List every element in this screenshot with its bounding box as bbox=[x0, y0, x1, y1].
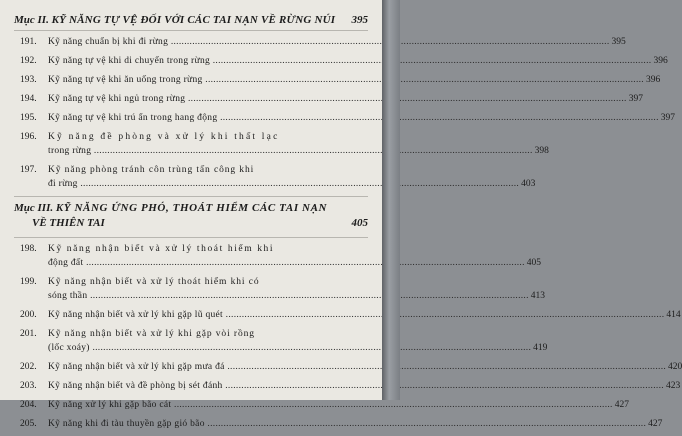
toc-entry: 202. Kỹ năng nhận biết và xử lý khi gặp mưa đá ..... 420 bbox=[14, 360, 368, 374]
section-heading-line2: VỀ THIÊN TAI 405 bbox=[32, 217, 368, 229]
toc-entry: 204. Kỹ năng xử lý khi gặp bão cát ..... 427 bbox=[14, 398, 368, 412]
section-title: KỸ NĂNG TỰ VỆ ĐỐI VỚI CÁC TAI NẠN VỀ RỪNG NÚI bbox=[51, 14, 336, 26]
toc-entry: 191. Kỹ năng chuẩn bị khi đi rừng ..... 395 bbox=[14, 35, 368, 49]
toc-entry: 195. Kỹ năng tự vệ khi trú ẩn trong hang động ..... 397 bbox=[14, 111, 368, 125]
book-spine bbox=[382, 0, 400, 400]
section-heading bbox=[14, 201, 368, 216]
divider bbox=[14, 30, 368, 31]
section-title: KỸ NĂNG ỨNG PHÓ, THOÁT HIỂM CÁC TAI NẠN bbox=[55, 202, 328, 214]
section-heading bbox=[14, 12, 368, 28]
section-page: 405 bbox=[351, 217, 368, 229]
section-number: Mục II. bbox=[14, 14, 49, 26]
toc-entry: 197. Kỹ năng phòng tránh côn trùng tấn công khi đi rừng ..... 403 bbox=[14, 163, 368, 191]
divider bbox=[14, 237, 368, 238]
toc-entry: 192. Kỹ năng tự vệ khi di chuyển trong rừng ..... 396 bbox=[14, 54, 368, 68]
table-of-contents bbox=[14, 12, 682, 436]
toc-entry: 201. Kỹ năng nhận biết và xử lý khi gặp vòi rồng (lốc xoáy) ..... 419 bbox=[14, 327, 368, 355]
toc-entry: 205. Kỹ năng khi đi tàu thuyền gặp gió bão ..... 427 bbox=[14, 417, 368, 431]
toc-entry: 193. Kỹ năng tự vệ khi ăn uống trong rừng ..... 396 bbox=[14, 73, 368, 87]
section-number: Mục III. bbox=[14, 202, 54, 214]
toc-entry: 203. Kỹ năng nhận biết và đề phòng bị sét đánh ..... 423 bbox=[14, 379, 368, 393]
section-page: 395 bbox=[351, 14, 368, 26]
toc-entry: 194. Kỹ năng tự vệ khi ngủ trong rừng ..... 397 bbox=[14, 92, 368, 106]
toc-entry: 198. Kỹ năng nhận biết và xử lý thoát hiểm khi động đất ..... 405 bbox=[14, 242, 368, 270]
divider bbox=[14, 196, 368, 197]
toc-entry: 200. Kỹ năng nhận biết và xử lý khi gặp lũ quét ..... 414 bbox=[14, 308, 368, 322]
toc-entry: 199. Kỹ năng nhận biết và xử lý thoát hiểm khi có sóng thần ..... 413 bbox=[14, 275, 368, 303]
toc-entry: 196. Kỹ năng đề phòng và xử lý khi thất lạc trong rừng ..... 398 bbox=[14, 130, 368, 158]
